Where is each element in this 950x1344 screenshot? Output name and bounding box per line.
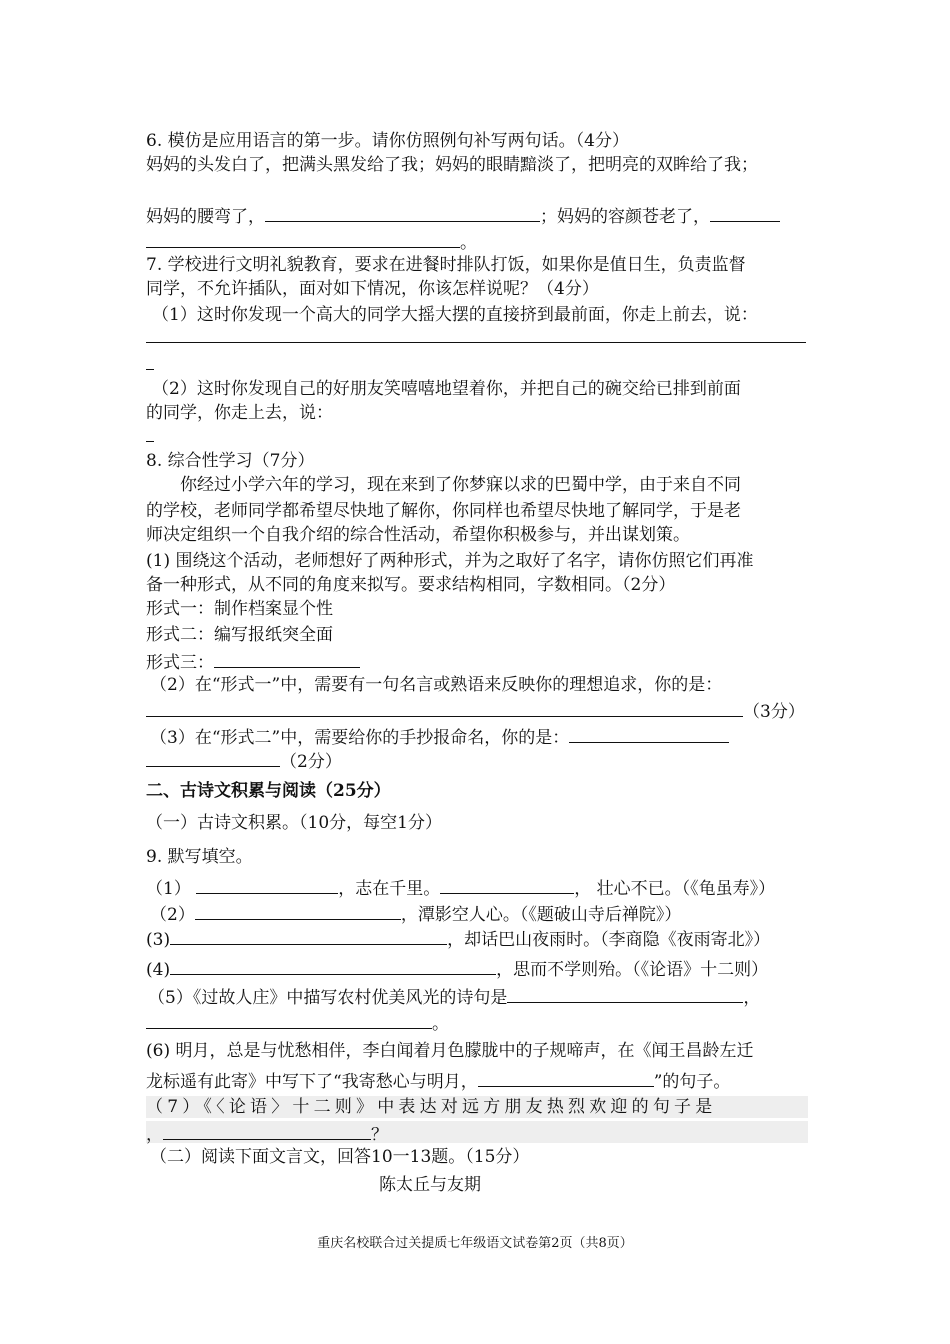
- q9-blank-5b[interactable]: [146, 1010, 432, 1029]
- page-footer: 重庆名校联合过关提质七年级语文试卷第2页（共8页）: [317, 1236, 633, 1251]
- q8-sub2-answer: [146, 698, 805, 723]
- q8-sub1-a: (1) 围绕这个活动，老师想好了两种形式，并为之取好了名字，请你仿照它们再准: [146, 551, 754, 571]
- q6-answer-line-1: [146, 203, 780, 228]
- q6-title: 6. 模仿是应用语言的第一步。请你仿照例句补写两句话。（4分）: [146, 131, 629, 151]
- q6-end: 。: [460, 233, 477, 253]
- q9-line-3: [146, 926, 770, 951]
- q7-part-2b: 的同学，你走上去，说：: [146, 403, 333, 423]
- q9-blank-6[interactable]: [478, 1068, 654, 1087]
- q8-form-2: 形式二：编写报纸突全面: [146, 625, 333, 645]
- q9-blank-3[interactable]: [170, 926, 447, 945]
- q6-blank-2a[interactable]: [710, 203, 780, 222]
- q9-line-5: [148, 984, 760, 1009]
- q8-sub1-b: 备一种形式，从不同的角度来拟写。要求结构相同，字数相同。（2分）: [146, 575, 676, 595]
- q9-line-6-end: ”的句子。: [653, 1072, 731, 1092]
- q6-answer-line-2: [146, 229, 477, 254]
- q9-line-5-cont: [146, 1010, 449, 1035]
- q8-sub3-blank-b[interactable]: [146, 748, 280, 767]
- q9-blank-4[interactable]: [170, 956, 496, 975]
- q8-sub3-score: （2分）: [280, 752, 342, 772]
- q8-form-3-label: 形式三：: [146, 653, 214, 673]
- q7-answer-mark-2: [146, 441, 154, 442]
- q7-part-1: （1）这时你发现一个高大的同学大摇大摆的直接挤到最前面，你走上前去，说：: [152, 305, 758, 325]
- q9-line-5-end: 。: [432, 1014, 449, 1034]
- q9-blank-1b[interactable]: [440, 875, 574, 894]
- q9-blank-5a[interactable]: [507, 984, 743, 1003]
- q8-para-2: 的学校，老师同学都希望尽快地了解你，你同样也希望尽快地了解同学，于是老: [146, 501, 741, 521]
- q8-title: 8. 综合性学习（7分）: [146, 451, 315, 471]
- q9-title: 9. 默写填空。: [146, 847, 253, 867]
- section-2-part-2: （二）阅读下面文言文，回答10一13题。（15分）: [150, 1147, 530, 1167]
- q8-form-3-blank[interactable]: [214, 649, 360, 668]
- q9-line-1-text-b: ， 壮心不已。（《龟虽寿》）: [574, 879, 776, 899]
- q7-title-1: 7. 学校进行文明礼貌教育，要求在进餐时排队打饭，如果你是值日生，负责监督: [146, 255, 746, 275]
- q9-line-4-text: ，思而不学则殆。（《论语》十二则）: [496, 960, 769, 980]
- q9-line-7-comma: ，: [146, 1125, 163, 1145]
- q9-line-2-num: （2）: [150, 905, 195, 925]
- q9-line-3-num: (3): [146, 930, 171, 950]
- q8-form-3: [146, 649, 360, 674]
- q6-example: 妈妈的头发白了，把满头黑发给了我；妈妈的眼睛黯淡了，把明亮的双眸给了我；: [146, 155, 758, 175]
- q8-sub3: [150, 724, 729, 749]
- q7-answer-mark-1: [146, 369, 154, 370]
- q8-sub3-blank-a[interactable]: [569, 724, 729, 743]
- q9-line-5-comma: ，: [743, 988, 761, 1008]
- q9-line-4: [146, 956, 768, 981]
- q6-blank-1[interactable]: [265, 203, 540, 222]
- q7-answer-line-1[interactable]: [146, 342, 806, 343]
- q8-sub2-blank[interactable]: [146, 698, 743, 717]
- q6-blank-2b[interactable]: [146, 229, 460, 248]
- q9-line-7a: （7）《〈论语〉十二则》中表达对远方朋友热烈欢迎的句子是: [146, 1097, 717, 1117]
- section-2-part-1: （一）古诗文积累。（10分，每空1分）: [146, 813, 442, 833]
- q9-line-6-text: 龙标遥有此寄》中写下了“我寄愁心与明月，: [146, 1072, 478, 1092]
- q9-line-6b: [146, 1068, 730, 1093]
- q8-para-1: 你经过小学六年的学习，现在来到了你梦寐以求的巴蜀中学，由于来自不同: [180, 475, 741, 495]
- q7-part-2a: （2）这时你发现自己的好朋友笑嘻嘻地望着你，并把自己的碗交给已排到前面: [152, 379, 741, 399]
- q8-form-1: 形式一：制作档案显个性: [146, 599, 333, 619]
- q8-sub2-score: （3分）: [743, 702, 805, 722]
- q8-sub2: （2）在“形式一”中，需要有一句名言或熟语来反映你的理想追求，你的是：: [150, 675, 723, 695]
- q9-line-1-text-a: ，志在千里。: [338, 879, 441, 899]
- passage-title: 陈太丘与友期: [379, 1175, 481, 1195]
- q9-line-2: [150, 901, 681, 926]
- q9-line-4-num: (4): [146, 960, 171, 980]
- q9-blank-1a[interactable]: [196, 875, 338, 894]
- q9-line-1-num: （1）: [146, 879, 191, 899]
- q9-line-7-end: ？: [371, 1125, 388, 1145]
- q9-line-2-text: ，潭影空人心。（《题破山寺后禅院》）: [400, 905, 682, 925]
- q9-line-5-text: （5）《过故人庄》中描写农村优美风光的诗句是: [148, 988, 508, 1008]
- q9-line-3-text: ，却话巴山夜雨时。（李商隐《夜雨寄北》）: [447, 930, 771, 950]
- q7-title-2: 同学，不允许插队，面对如下情况，你该怎样说呢？（4分）: [146, 279, 599, 299]
- q9-line-7b: [146, 1121, 388, 1146]
- q6-separator: ；妈妈的容颜苍老了，: [540, 207, 710, 227]
- q9-blank-2[interactable]: [195, 901, 401, 920]
- q9-line-6a: (6) 明月，总是与忧愁相伴，李白闻着月色朦胧中的子规啼声，在《闻王昌龄左迁: [146, 1041, 754, 1061]
- q8-sub3-answer: [146, 748, 342, 773]
- q9-blank-7[interactable]: [163, 1121, 371, 1140]
- q9-line-1: [146, 875, 775, 900]
- q8-sub3-text: （3）在“形式二”中，需要给你的手抄报命名，你的是：: [150, 728, 570, 748]
- section-2-heading: 二、古诗文积累与阅读（25分）: [146, 781, 391, 801]
- q6-prompt-1: 妈妈的腰弯了，: [146, 207, 265, 227]
- q8-para-3: 师决定组织一个自我介绍的综合性活动，希望你积极参与，并出谋划策。: [146, 525, 690, 545]
